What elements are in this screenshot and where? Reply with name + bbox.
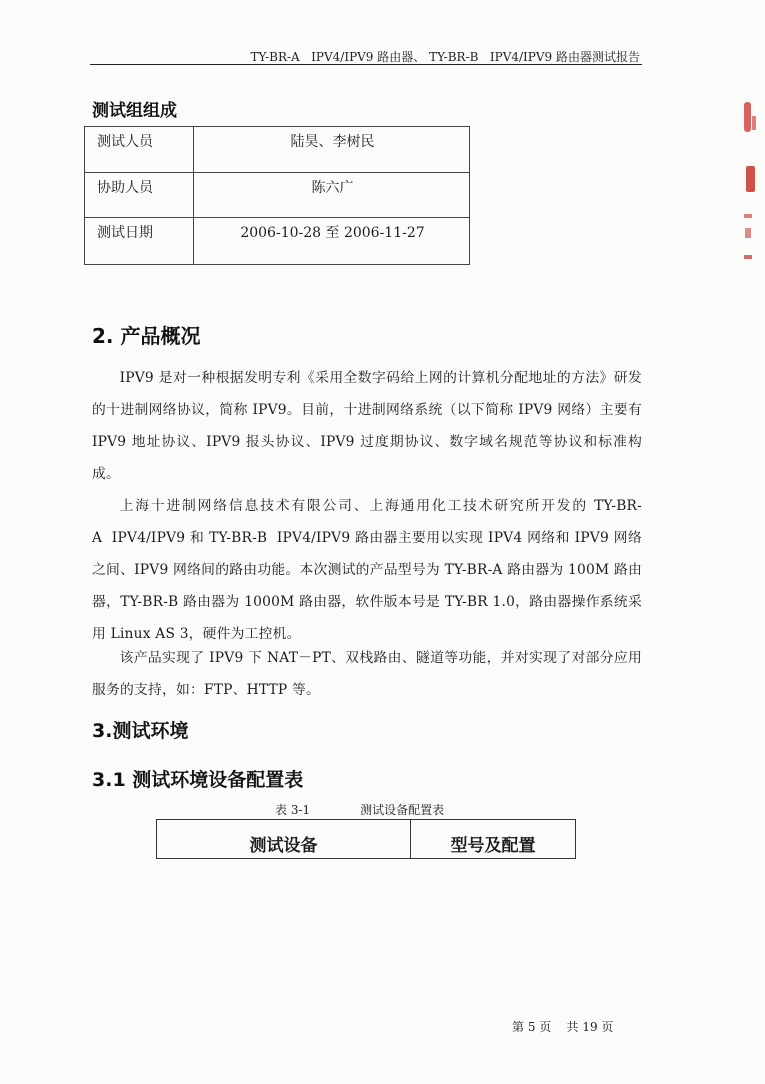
page-footer: 第 5 页 共 19 页 <box>512 1020 614 1034</box>
team-value-date: 2006-10-28 至 2006-11-27 <box>194 218 470 265</box>
table-caption-number: 表 3-1 <box>275 803 311 817</box>
table-caption-title: 测试设备配置表 <box>360 803 445 817</box>
page-header: TY-BR-A IPV4/IPV9 路由器、 TY-BR-B IPV4/IPV9 路由器测试报告 <box>250 50 640 64</box>
section-3-1-heading: 3.1 测试环境设备配置表 <box>92 769 304 791</box>
team-value-assistants: 陈六广 <box>194 173 470 218</box>
team-label-date: 测试日期 <box>85 218 194 265</box>
table-row <box>85 218 470 265</box>
team-label-testers: 测试人员 <box>85 127 194 173</box>
column-header-equipment: 测试设备 <box>157 820 411 859</box>
team-value-testers: 陆昊、李树民 <box>194 127 470 173</box>
table-header-row <box>157 820 576 859</box>
table-row <box>85 173 470 218</box>
paragraph-features: 该产品实现了 IPV9 下 NAT－PT、双栈路由、隧道等功能，并对实现了对部分应用服务的支持，如：FTP、HTTP 等。 <box>92 650 642 698</box>
team-label-assistants: 协助人员 <box>85 173 194 218</box>
column-header-model: 型号及配置 <box>411 820 576 859</box>
section-3-heading: 3.测试环境 <box>92 720 189 742</box>
section-2-heading: 2. 产品概况 <box>92 324 201 348</box>
paragraph-ipv9-intro: IPV9 是对一种根据发明专利《采用全数字码给上网的计算机分配地址的方法》研发的十进制网络协议，简称 IPV9。目前，十进制网络系统（以下简称 IPV9 网络）主要有 IPV9 地址协议、IPV9 报头协议、IPV9 过度期协议、数字域名规范等协议和标准构成。 <box>92 370 642 482</box>
paragraph-router-description: 上海十进制网络信息技术有限公司、上海通用化工技术研究所开发的 TY-BR-A IPV4/IPV9 和 TY-BR-B IPV4/IPV9 路由器主要用以实现 IPV4 网络和 IPV9 网络之间、IPV9 网络间的路由功能。本次测试的产品型号为 TY-BR-A 路由器为 100M 路由器，TY-BR-B 路由器为 1000M 路由器，软件版本号是 TY-BR 1.0，路由器操作系统采用 Linux AS 3，硬件为工控机。 <box>92 498 642 642</box>
team-heading: 测试组组成 <box>92 101 177 121</box>
header-rule <box>90 64 642 65</box>
team-table <box>84 126 470 265</box>
table-caption <box>275 801 444 818</box>
equipment-table <box>156 819 576 859</box>
table-row <box>85 127 470 173</box>
